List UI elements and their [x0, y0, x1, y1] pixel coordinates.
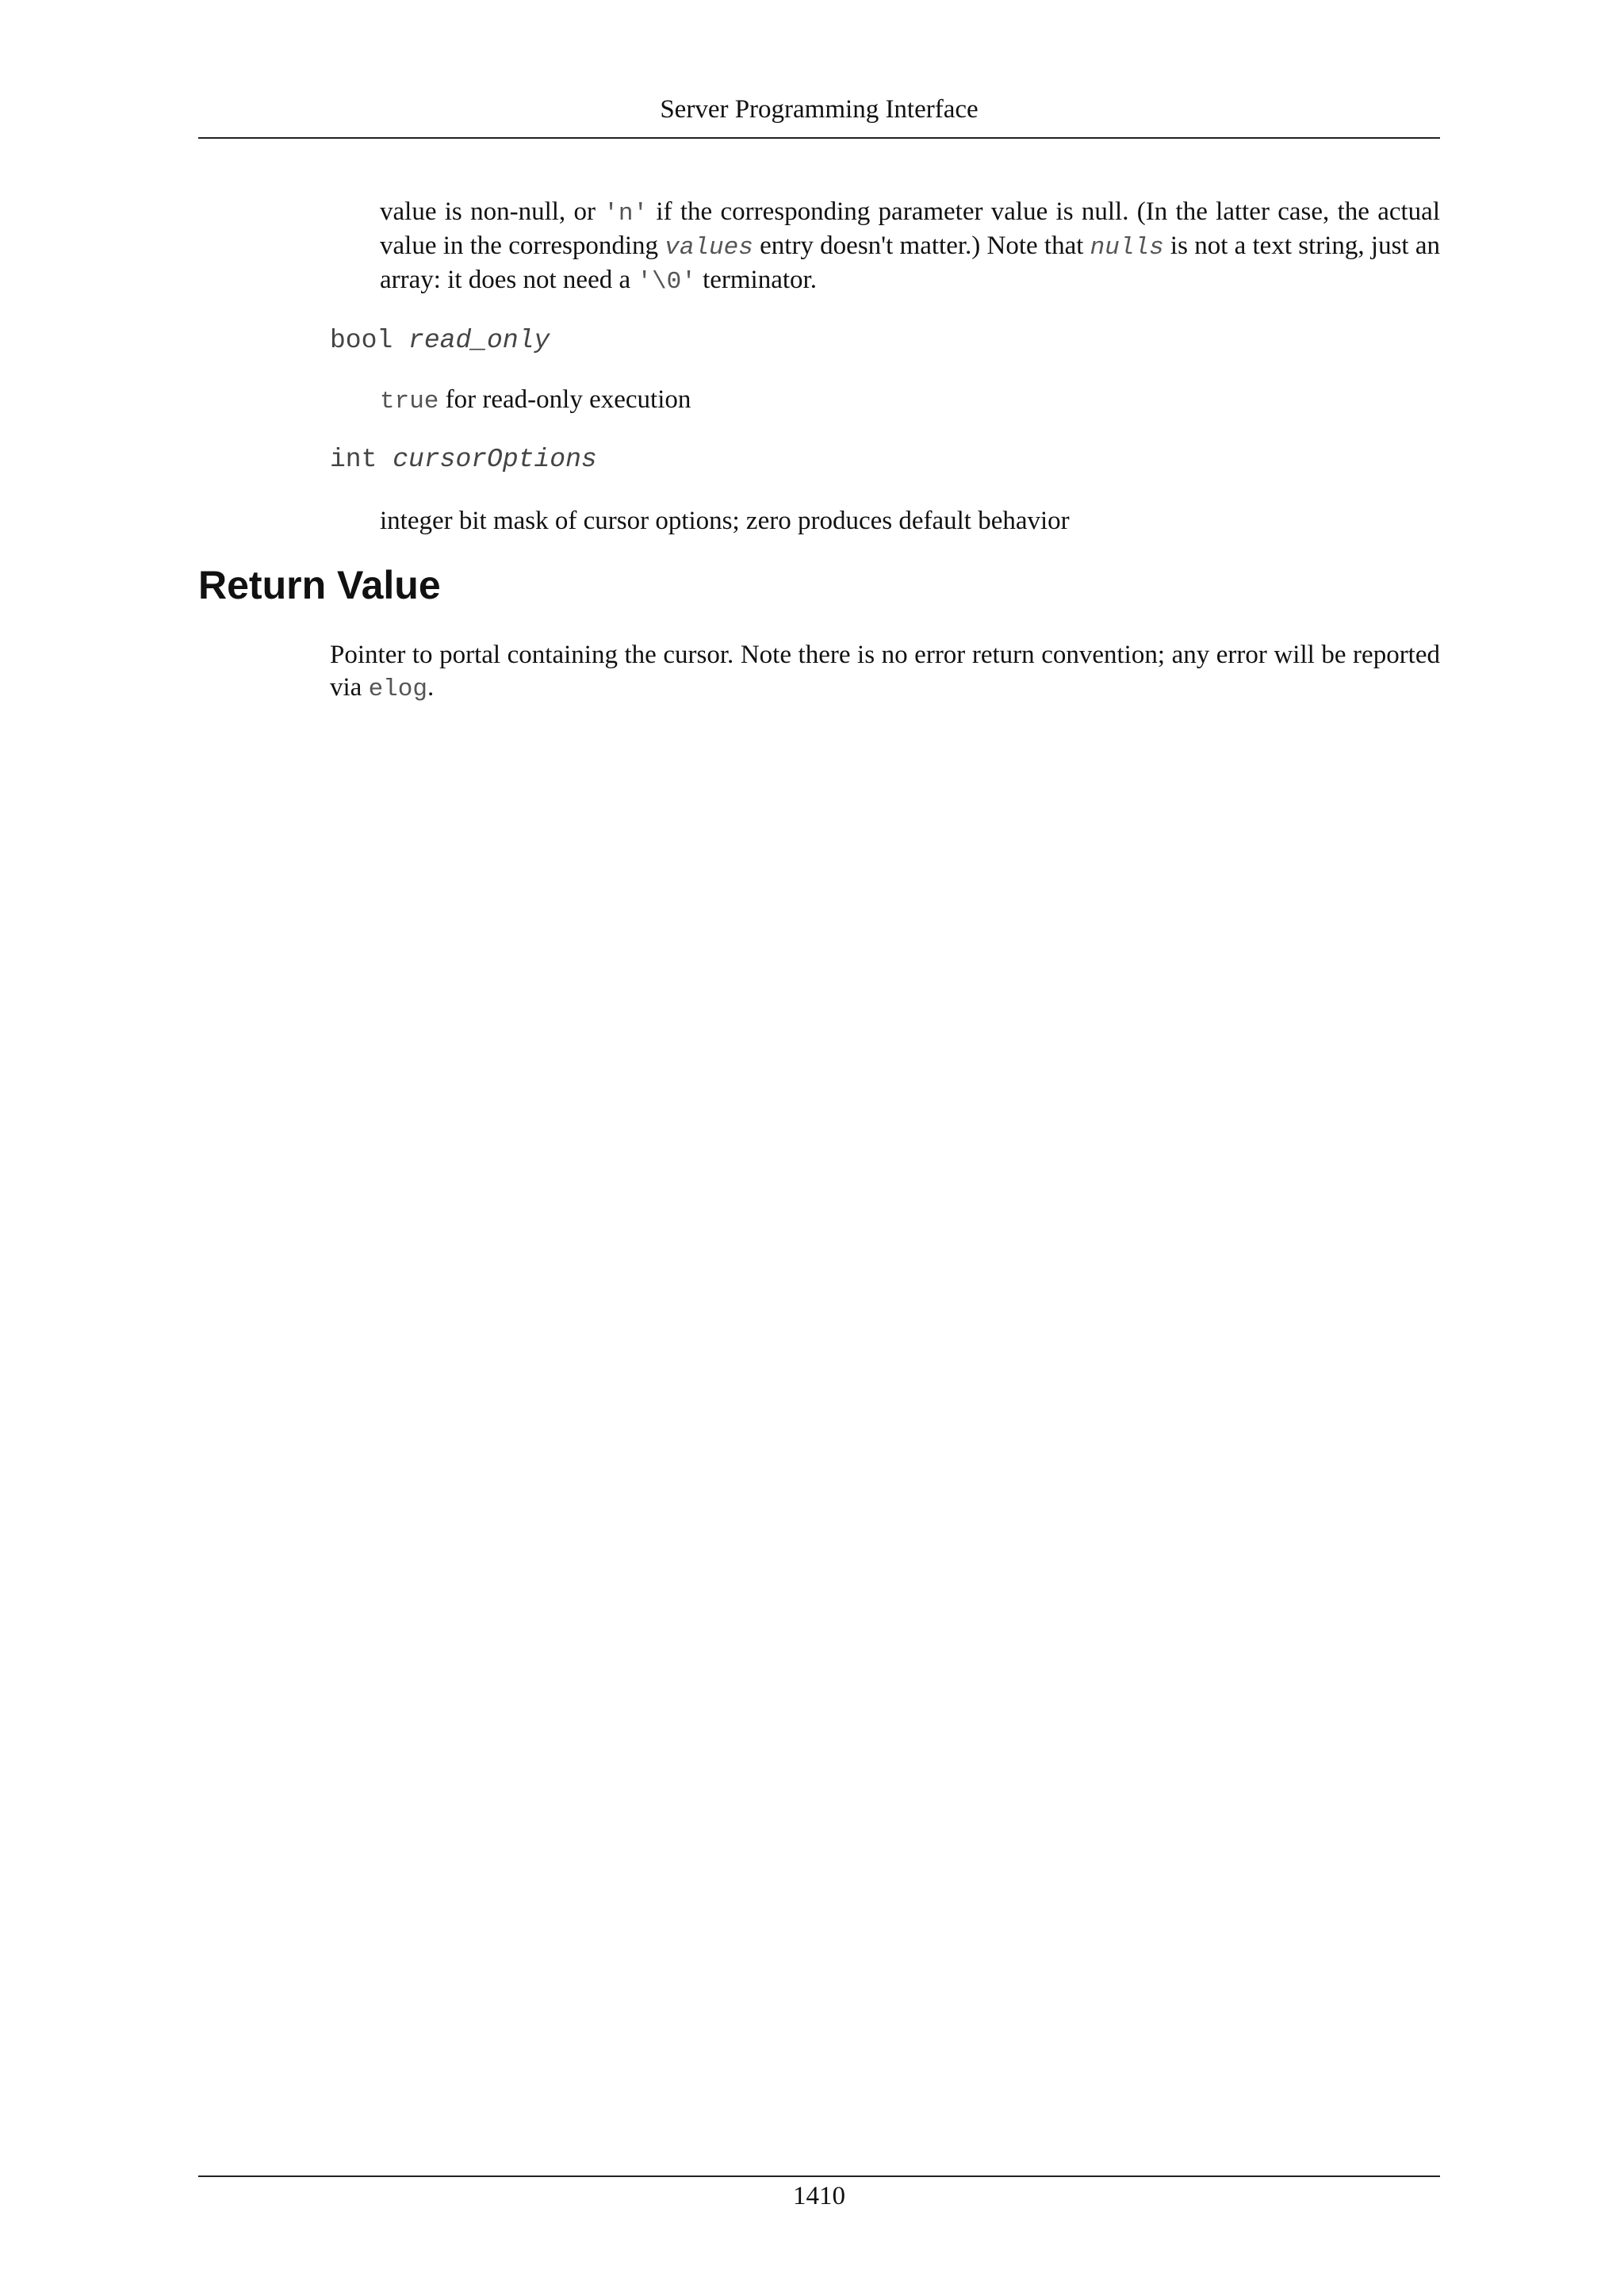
running-header: Server Programming Interface [660, 95, 979, 124]
param-term-read-only [330, 325, 550, 357]
return-value-heading: Return Value [198, 563, 441, 607]
param-term-cursor-options [330, 444, 597, 476]
text-segment: entry doesn't matter.) Note that [753, 232, 1090, 260]
header-rule [198, 137, 1440, 139]
code-elog: elog [368, 675, 427, 703]
code-values-param: values [665, 234, 753, 262]
code-nulls-param: nulls [1090, 234, 1164, 262]
param-name: read_only [408, 326, 550, 355]
text-segment: . [427, 673, 435, 702]
param-description-cursor-options: integer bit mask of cursor options; zero produces default behavior [380, 507, 1070, 535]
code-n-literal: 'n' [603, 200, 649, 228]
text-segment: for read-only execution [439, 385, 691, 414]
text-segment: terminator. [695, 266, 817, 294]
page-number: 1410 [793, 2182, 845, 2210]
param-type: bool [330, 326, 393, 355]
text-segment: Pointer to portal containing the cursor. Note there is no error return convention; any error will be reported via [330, 641, 1440, 702]
param-description-read-only [380, 384, 1440, 418]
text-segment: is not a text string, just an array: it does not need a [380, 232, 1441, 294]
nulls-parameter-description [380, 196, 1440, 298]
code-terminator-literal: '\0' [637, 268, 696, 296]
text-segment: value is non-null, or [380, 197, 604, 226]
return-value-description [330, 639, 1440, 706]
param-name: cursorOptions [393, 445, 597, 474]
code-true-literal: true [380, 388, 439, 415]
text-segment: if the corresponding parameter value is null. (In the latter case, the actual value in the corresponding [380, 197, 1440, 260]
param-type: int [330, 445, 377, 474]
footer-rule [198, 2175, 1440, 2177]
